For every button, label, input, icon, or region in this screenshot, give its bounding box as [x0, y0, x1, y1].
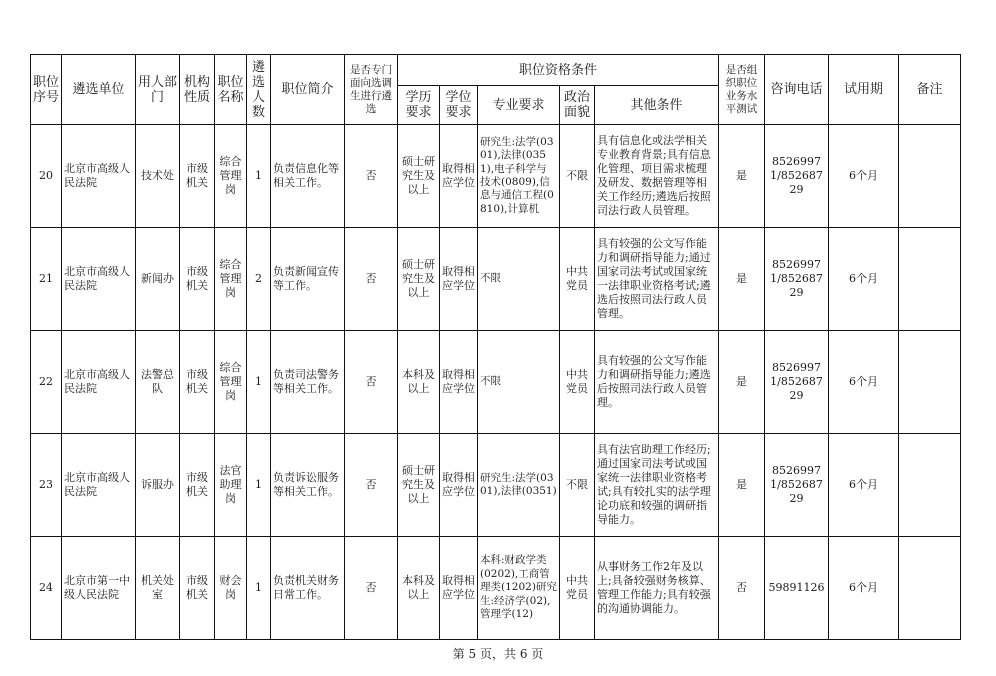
cell-directed: 否	[345, 228, 398, 331]
cell-other: 具有较强的公文写作能力和调研指导能力;通过国家司法考试或国家统一法律职业资格考试;遴选后按照司法行政人员管理。	[595, 228, 719, 331]
cell-position: 综合管理岗	[215, 228, 247, 331]
cell-phone: 85269971/85268729	[765, 331, 829, 434]
cell-major: 不限	[478, 331, 560, 434]
cell-other: 从事财务工作2年及以上;具备较强财务核算、管理工作能力;具有较强的沟通协调能力。	[595, 537, 719, 640]
header-major: 专业要求	[478, 86, 560, 125]
cell-unit: 北京市高级人民法院	[62, 331, 136, 434]
header-intro: 职位简介	[271, 55, 345, 125]
cell-intro: 负责信息化等相关工作。	[271, 125, 345, 228]
cell-unit: 北京市高级人民法院	[62, 125, 136, 228]
cell-nature: 市级机关	[180, 331, 215, 434]
cell-test: 是	[719, 228, 765, 331]
cell-probation: 6个月	[829, 434, 899, 537]
cell-edu: 硕士研究生及以上	[398, 228, 440, 331]
cell-dept: 技术处	[136, 125, 180, 228]
cell-major: 研究生:法学(0301),法律(0351)	[478, 434, 560, 537]
cell-probation: 6个月	[829, 331, 899, 434]
header-political: 政治面貌	[560, 86, 595, 125]
header-row-1	[31, 55, 961, 86]
cell-other: 具有信息化或法学相关专业教育背景;具有信息化管理、项目需求梳理及研发、数据管理等相关工作经历;遴选后按照司法行政人员管理。	[595, 125, 719, 228]
header-test: 是否组织职位业务水平测试	[719, 55, 765, 125]
cell-seq: 24	[31, 537, 62, 640]
header-qualification-group: 职位资格条件	[398, 55, 719, 86]
cell-seq: 22	[31, 331, 62, 434]
cell-test: 是	[719, 125, 765, 228]
cell-dept: 新闻办	[136, 228, 180, 331]
table-row	[31, 125, 961, 228]
table-row	[31, 331, 961, 434]
cell-nature: 市级机关	[180, 537, 215, 640]
cell-unit: 北京市高级人民法院	[62, 228, 136, 331]
table-row	[31, 537, 961, 640]
cell-directed: 否	[345, 537, 398, 640]
header-unit: 遴选单位	[62, 55, 136, 125]
cell-position: 综合管理岗	[215, 331, 247, 434]
cell-nature: 市级机关	[180, 125, 215, 228]
cell-count: 1	[247, 331, 271, 434]
page-footer: 第 5 页，共 6 页	[452, 647, 544, 661]
cell-probation: 6个月	[829, 537, 899, 640]
header-degree: 学位要求	[440, 86, 478, 125]
cell-degree: 取得相应学位	[440, 228, 478, 331]
cell-intro: 负责诉讼服务等相关工作。	[271, 434, 345, 537]
header-edu: 学历要求	[398, 86, 440, 125]
cell-degree: 取得相应学位	[440, 537, 478, 640]
cell-major: 不限	[478, 228, 560, 331]
cell-unit: 北京市第一中级人民法院	[62, 537, 136, 640]
cell-intro: 负责司法警务等相关工作。	[271, 331, 345, 434]
header-directed: 是否专门面向选调生进行遴选	[345, 55, 398, 125]
cell-intro: 负责机关财务日常工作。	[271, 537, 345, 640]
cell-remark	[899, 537, 961, 640]
cell-degree: 取得相应学位	[440, 434, 478, 537]
cell-test: 是	[719, 434, 765, 537]
header-probation: 试用期	[829, 55, 899, 125]
header-seq: 职位序号	[31, 55, 62, 125]
cell-probation: 6个月	[829, 228, 899, 331]
cell-major: 研究生:法学(0301),法律(0351),电子科学与技术(0809),信息与通信工程(0810),计算机	[478, 125, 560, 228]
header-other: 其他条件	[595, 86, 719, 125]
cell-phone: 85269971/85268729	[765, 125, 829, 228]
cell-phone: 85269971/85268729	[765, 434, 829, 537]
cell-degree: 取得相应学位	[440, 125, 478, 228]
cell-dept: 机关处室	[136, 537, 180, 640]
cell-seq: 20	[31, 125, 62, 228]
cell-remark	[899, 331, 961, 434]
cell-remark	[899, 434, 961, 537]
header-dept: 用人部门	[136, 55, 180, 125]
cell-edu: 硕士研究生及以上	[398, 125, 440, 228]
cell-edu: 本科及以上	[398, 331, 440, 434]
header-remark: 备注	[899, 55, 961, 125]
cell-seq: 21	[31, 228, 62, 331]
cell-edu: 本科及以上	[398, 537, 440, 640]
cell-count: 2	[247, 228, 271, 331]
cell-dept: 法警总队	[136, 331, 180, 434]
cell-unit: 北京市高级人民法院	[62, 434, 136, 537]
cell-phone: 85269971/85268729	[765, 228, 829, 331]
cell-count: 1	[247, 434, 271, 537]
cell-phone: 59891126	[765, 537, 829, 640]
cell-major: 本科:财政学类(0202),工商管理类(1202)研究生:经济学(02),管理学(12)	[478, 537, 560, 640]
cell-edu: 硕士研究生及以上	[398, 434, 440, 537]
header-count: 遴选人数	[247, 55, 271, 125]
cell-directed: 否	[345, 125, 398, 228]
cell-test: 否	[719, 537, 765, 640]
cell-political: 中共党员	[560, 537, 595, 640]
cell-degree: 取得相应学位	[440, 331, 478, 434]
cell-political: 不限	[560, 125, 595, 228]
cell-count: 1	[247, 125, 271, 228]
table-row	[31, 434, 961, 537]
cell-remark	[899, 125, 961, 228]
cell-position: 财会岗	[215, 537, 247, 640]
cell-other: 具有较强的公文写作能力和调研指导能力;遴选后按照司法行政人员管理。	[595, 331, 719, 434]
header-nature: 机构性质	[180, 55, 215, 125]
cell-directed: 否	[345, 434, 398, 537]
cell-test: 是	[719, 331, 765, 434]
header-position: 职位名称	[215, 55, 247, 125]
header-phone: 咨询电话	[765, 55, 829, 125]
cell-remark	[899, 228, 961, 331]
cell-nature: 市级机关	[180, 434, 215, 537]
position-table	[30, 54, 961, 640]
cell-political: 中共党员	[560, 331, 595, 434]
cell-intro: 负责新闻宣传等工作。	[271, 228, 345, 331]
cell-political: 中共党员	[560, 228, 595, 331]
cell-nature: 市级机关	[180, 228, 215, 331]
cell-directed: 否	[345, 331, 398, 434]
cell-political: 不限	[560, 434, 595, 537]
cell-count: 1	[247, 537, 271, 640]
cell-seq: 23	[31, 434, 62, 537]
cell-probation: 6个月	[829, 125, 899, 228]
cell-position: 法官助理岗	[215, 434, 247, 537]
cell-position: 综合管理岗	[215, 125, 247, 228]
cell-dept: 诉服办	[136, 434, 180, 537]
cell-other: 具有法官助理工作经历;通过国家司法考试或国家统一法律职业资格考试;具有较扎实的法学理论功底和较强的调研指导能力。	[595, 434, 719, 537]
table-row	[31, 228, 961, 331]
